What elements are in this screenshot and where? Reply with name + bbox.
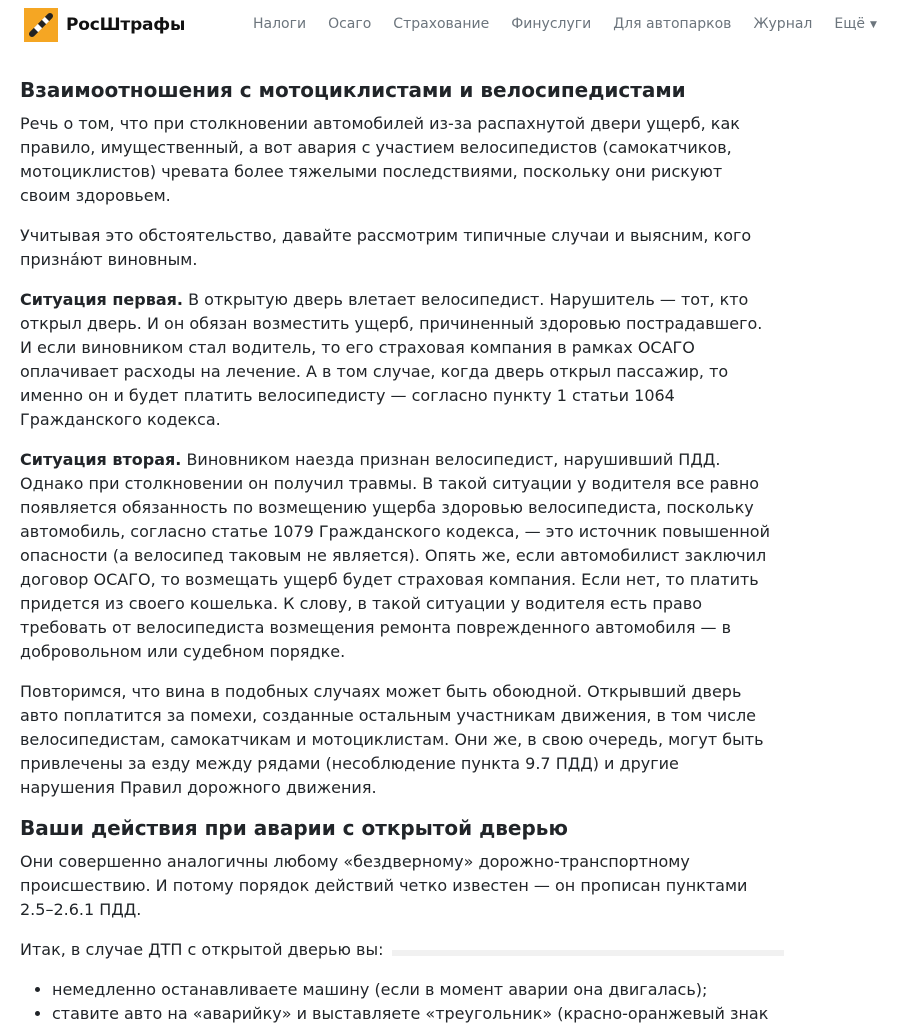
logo-text: РосШтрафы xyxy=(66,15,186,35)
nav-more-dropdown[interactable] xyxy=(834,16,877,32)
situation-one-label: Ситуация первая. xyxy=(20,290,183,309)
situation-two-text: Виновником наезда признан велосипедист, нарушивший ПДД. Однако при столкновении он получил травмы. В такой ситуации у водителя все равно появляется обязанность по возмещению ущерба здоровью велосипедиста, поскольку автомобиль, согласно статье 1079 Гражданского кодекса, — это источник повышенной опасности (а велосипед таковым не является). Опять же, если автомобилист заключил договор ОСАГО, то возмещать ущерб будет страховая компания. Если нет, то платить придется из своего кошелька. К слову, в такой ситуации у водителя есть право требовать от велосипедиста возмещения ремонта поврежденного автомобиля — в добровольном или судебном порядке. xyxy=(20,450,770,661)
main-nav xyxy=(253,16,899,32)
top-navbar xyxy=(0,0,877,52)
section-heading-actions: Ваши действия при аварии с открытой дверью xyxy=(20,816,568,840)
nav-more-label: Ещё xyxy=(834,16,866,32)
list-item: • ставите авто на «аварийку» и выставляете «треугольник» (красно-оранжевый знак xyxy=(52,1002,775,1026)
section-heading-motorcyclists: Взаимоотношения с мотоциклистами и велосипедистами xyxy=(20,78,686,102)
nav-finservices[interactable]: Финуслуги xyxy=(511,16,592,32)
situation-one-text: В открытую дверь влетает велосипедист. Нарушитель — тот, кто открыл дверь. И он обязан возместить ущерб, причиненный здоровью пострадавшего. И если виновником стал водитель, то его страховая компания в рамках ОСАГО оплачивает расходы на лечение. А в том случае, когда дверь открыл пассажир, то именно он и будет платить велосипедисту — согласно пункту 1 статьи 1064 Гражданского кодекса. xyxy=(20,290,763,429)
paragraph-intro: Речь о том, что при столкновении автомобилей из-за распахнутой двери ущерб, как правило, имущественный, а вот авария с участием велосипедистов (самокатчиков, мотоциклистов) чревата более тяжелыми последствиями, поскольку они рискуют своим здоровьем. xyxy=(20,114,740,205)
situation-two-label: Ситуация вторая. xyxy=(20,450,182,469)
bottom-overlay xyxy=(392,950,784,956)
article-body xyxy=(20,76,775,1026)
chevron-down-icon: ▼ xyxy=(870,20,877,30)
nav-journal[interactable]: Журнал xyxy=(753,16,813,32)
nav-taxes[interactable]: Налоги xyxy=(253,16,307,32)
paragraph-list-intro: Итак, в случае ДТП с открытой дверью вы: xyxy=(20,940,384,959)
nav-fleets[interactable]: Для автопарков xyxy=(613,16,732,32)
nav-osago[interactable]: Осаго xyxy=(328,16,372,32)
actions-list xyxy=(20,978,775,1026)
paragraph-mutual-fault: Повторимся, что вина в подобных случаях может быть обоюдной. Открывший дверь авто поплатится за помехи, созданные остальным участникам движения, в том числе велосипедистам, самокатчикам и мотоциклистам. Они же, в свою очередь, могут быть привлечены за езду между рядами (несоблюдение пункта 9.7 ПДД) и другие нарушения Правил дорожного движения. xyxy=(20,682,764,797)
paragraph-consider: Учитывая это обстоятельство, давайте рассмотрим типичные случаи и выясним, кого призна́ют виновным. xyxy=(20,226,752,269)
nav-insurance[interactable]: Страхование xyxy=(393,16,490,32)
logo[interactable] xyxy=(24,8,185,42)
paragraph-situation-two xyxy=(20,448,775,664)
paragraph-actions-intro: Они совершенно аналогичны любому «бездверному» дорожно-транспортному происшествию. И потому порядок действий четко известен — он прописан пунктами 2.5–2.6.1 ПДД. xyxy=(20,852,748,919)
paragraph-situation-one xyxy=(20,288,775,432)
list-item: • немедленно останавливаете машину (если в момент аварии она двигалась); xyxy=(52,978,775,1002)
logo-icon xyxy=(24,8,58,42)
